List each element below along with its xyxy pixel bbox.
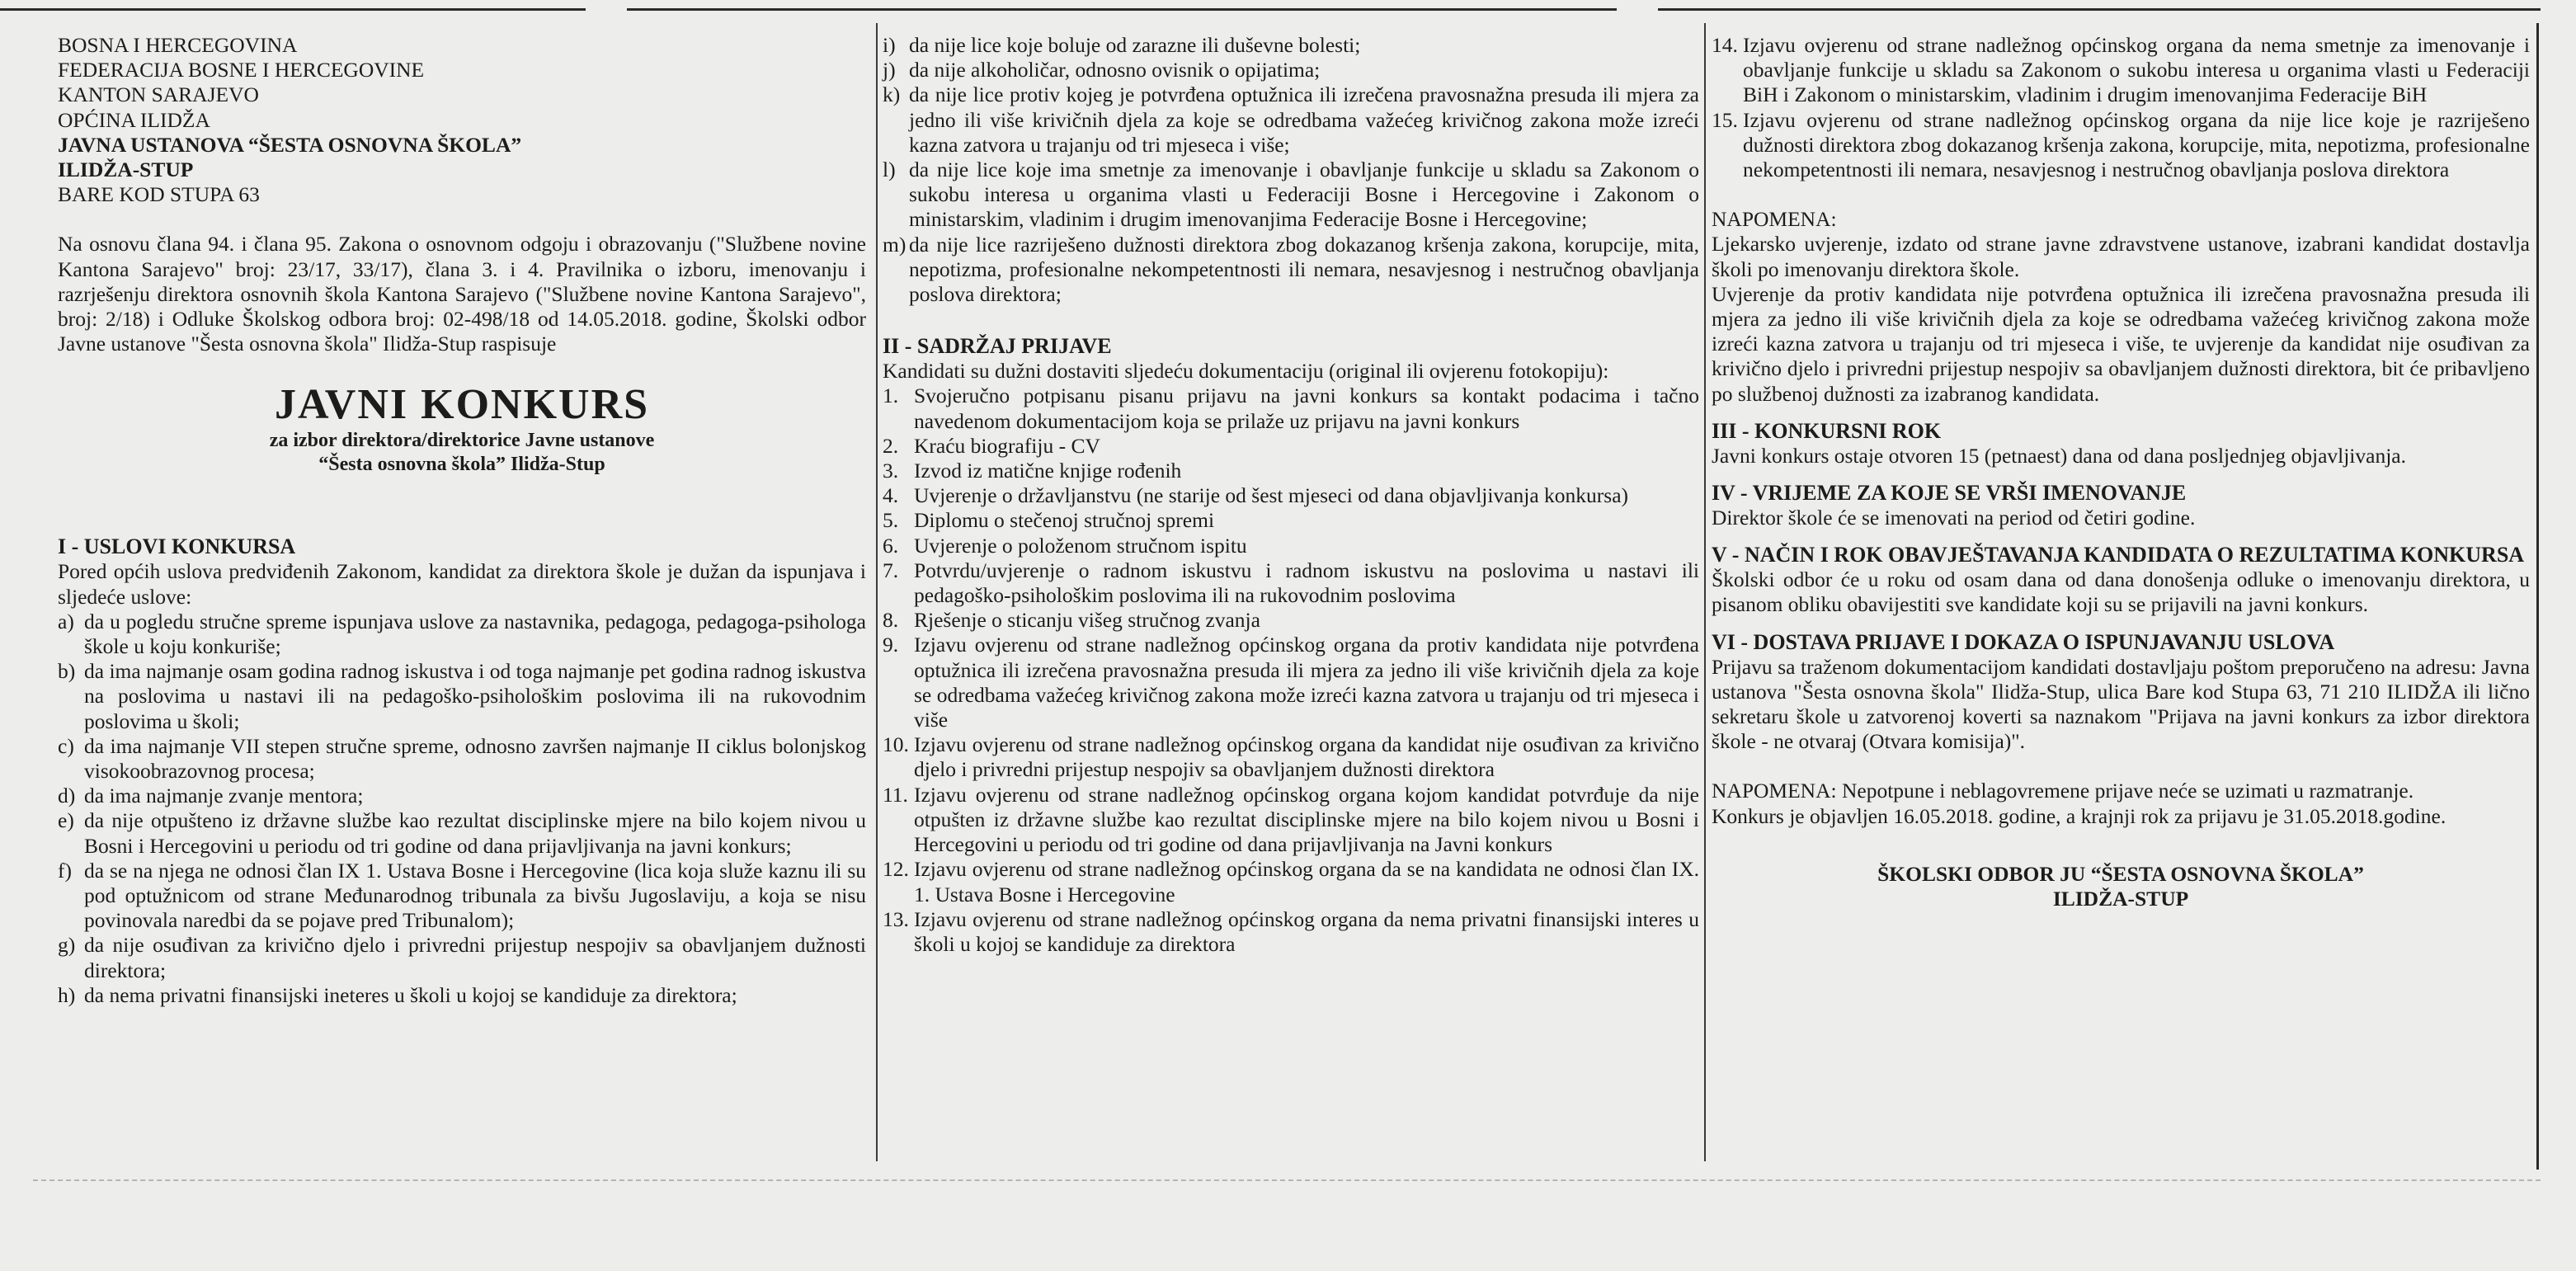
item-label: 13. — [883, 906, 909, 931]
item-label: b) — [58, 659, 76, 684]
intro-paragraph: Na osnovu člana 94. i člana 95. Zakona o osnovnom odgoju i obrazovanju ("Službene novine Kantona Sarajevo" broj: 23/17, 33/17), člana 3. i 4. Pravilnika o izboru, imenovanju i razrješenju direktora osnovnih škola Kantona Sarajevo ("Službene novine Kantona Sarajevo", broj: 2/18) i Odluke Školskog odbora broj: 02-498/18 od 14.05.2018. godine, Školski odbor Javne ustanove "Šesta osnovna škola" Ilidža-Stup raspisuje — [58, 232, 866, 356]
list-item — [1712, 108, 2530, 183]
list-item — [883, 608, 1699, 633]
list-item — [883, 783, 1699, 858]
signature-block — [1712, 862, 2530, 911]
header-line: KANTON SARAJEVO — [58, 82, 259, 107]
item-label: c) — [58, 733, 74, 758]
list-item — [883, 508, 1699, 533]
list-item — [1712, 33, 2530, 108]
publication-dates: Konkurs je objavljen 16.05.2018. godine, a krajnji rok za prijavu je 31.05.2018.godine. — [1712, 803, 2446, 828]
final-note: NAPOMENA: Nepotpune i neblagovremene prijave neće se uzimati u razmatranje. — [1712, 779, 2414, 803]
conditions-list — [58, 610, 866, 1008]
header-line-bold: ILIDŽA-STUP — [58, 158, 194, 182]
right-border — [2536, 23, 2539, 1170]
institution-header — [58, 33, 866, 207]
section-heading: VI - DOSTAVA PRIJAVE I DOKAZA O ISPUNJAVANJU USLOVA — [1712, 629, 2335, 654]
item-text: da nije lice razriješeno dužnosti direktora zbog dokazanog kršenja zakona, korupcije, mita, nepotizma, profesionalne nekompetentnosti ili nemara, nesavjesnog i nestručnog obavljanja poslova direktora; — [909, 232, 1699, 307]
item-label: g) — [58, 933, 76, 958]
item-text: da ima najmanje zvanje mentora; — [84, 784, 364, 808]
section-text: Prijavu sa traženom dokumentacijom kandidati dostavljaju poštom preporučeno na adresu: Javna ustanova "Šesta osnovna škola" Ilidža-Stup, ulica Bare kod Stupa 63, 71 210 ILIDŽA ili lično sekretaru škole u zatvorenoj koverti sa naznakom "Prijava na javni konkurs za izbor direktora škole - ne otvaraj (Otvara komisija)". — [1712, 654, 2530, 754]
section-heading: III - KONKURSNI ROK — [1712, 418, 1942, 443]
note-paragraph: Ljekarsko uvjerenje, izdato od strane javne zdravstvene ustanove, izabrani kandidat dostavlja školi po imenovanju direktora škole. — [1712, 232, 2530, 281]
list-item — [883, 857, 1699, 906]
item-text: Izvod iz matične knjige rođenih — [914, 459, 1182, 483]
item-label: m) — [883, 232, 907, 257]
document-subtitle — [58, 429, 866, 477]
item-text: Rješenje o sticanju višeg stručnog zvanja — [914, 608, 1260, 633]
list-item — [58, 734, 866, 784]
item-label: 10. — [883, 732, 909, 757]
item-label: 8. — [883, 608, 899, 633]
item-label: 5. — [883, 508, 899, 533]
column-2 — [883, 33, 1699, 1160]
section-lead: Pored općih uslova predviđenih Zakonom, kandidat za direktora škole je dužan da ispunjava i sljedeće uslove: — [58, 559, 866, 609]
item-label: 9. — [883, 633, 899, 657]
item-label: 2. — [883, 433, 899, 458]
item-text: Diplomu o stečenoj stručnoj spremi — [914, 508, 1215, 533]
item-text: da nije lice koje ima smetnje za imenovanje i obavljanje funkcije u skladu sa Zakonom o sukobu interesa u organima vlasti u Federaciji Bosne i Hercegovine i Zakonom o ministarskim, vladinim i drugim imenovanjima Federacije Bosne i Hercegovine; — [909, 158, 1699, 232]
item-text: da ima najmanje VII stepen stručne spreme, odnosno završen najmanje II ciklus bolonjskog visokoobrazovnog procesa; — [84, 733, 866, 784]
section-text: Školski odbor će u roku od osam dana od dana donošenja odluke o imenovanju direktora, u pisanom obliku obavijestiti sve kandidate koji su se prijavili na javni konkurs. — [1712, 567, 2530, 617]
item-text: Izjavu ovjerenu od strane nadležnog općinskog organa da se na kandidata ne odnosi član IX. 1. Ustava Bosne i Hercegovine — [914, 857, 1699, 906]
header-address: BARE KOD STUPA 63 — [58, 182, 260, 207]
header-line: BOSNA I HERCEGOVINA — [58, 33, 298, 57]
list-item — [883, 233, 1699, 308]
item-label: l) — [883, 158, 896, 182]
conditions-list-continued — [883, 33, 1699, 307]
item-text: Potvrdu/uvjerenje o radnom iskustvu i radnom iskustvu na poslovima u nastavi ili pedagoško-psihološkim poslovima ili na rukovodnim poslovima — [914, 558, 1699, 608]
item-text: Izjavu ovjerenu od strane nadležnog općinskog organa da nema smetnje za imenovanje i obavljanje funkcije u skladu sa Zakonom o sukobu interesa u organima vlasti u Federaciji BiH i Zakonom o ministarskim, vladinim i drugim imenovanjima Federacije BiH — [1743, 33, 2530, 107]
item-text: Uvjerenje o državljanstvu (ne starije od šest mjeseci od dana objavljivanja konkursa) — [914, 483, 1629, 508]
item-label: a) — [58, 609, 74, 633]
item-text: da nije lice koje boluje od zarazne ili duševne bolesti; — [909, 33, 1361, 57]
column-3 — [1712, 33, 2530, 1160]
item-text: da nije alkoholičar, odnosno ovisnik o opijatima; — [909, 58, 1321, 82]
list-item — [58, 808, 866, 858]
list-item — [58, 933, 866, 982]
documents-list-continued — [1712, 33, 2530, 182]
item-label: 11. — [883, 782, 908, 807]
column-divider — [876, 23, 878, 1161]
header-line: FEDERACIJA BOSNE I HERCEGOVINE — [58, 58, 425, 82]
item-label: 15. — [1712, 107, 1738, 132]
column-1 — [58, 33, 866, 1160]
header-line: OPĆINA ILIDŽA — [58, 107, 210, 132]
item-label: h) — [58, 982, 76, 1007]
list-item — [883, 534, 1699, 558]
item-text: Izjavu ovjerenu od strane nadležnog općinskog organa da protiv kandidata nije potvrđena optužnica ili izrečena pravosnažna presuda ili mjera za jedno ili više krivičnih djela za koje se odredbama važećeg krivičnog zakona može izreći kazna zatvora u trajanju od tri mjeseca i više — [914, 633, 1699, 732]
header-line-bold: JAVNA USTANOVA “ŠESTA OSNOVNA ŠKOLA” — [58, 132, 522, 157]
list-item — [883, 58, 1699, 82]
list-item — [883, 384, 1699, 433]
top-border-segment — [1658, 0, 2541, 11]
documents-list — [883, 384, 1699, 957]
list-item — [58, 610, 866, 659]
list-item — [883, 633, 1699, 732]
list-item — [883, 459, 1699, 483]
signature-line: ŠKOLSKI ODBOR JU “ŠESTA OSNOVNA ŠKOLA” — [1877, 861, 2364, 886]
item-label: k) — [883, 82, 901, 107]
item-label: 3. — [883, 459, 899, 483]
list-item — [58, 983, 866, 1008]
item-text: Svojeručno potpisanu pisanu prijavu na javni konkurs sa kontakt podacima i tačno navedenom dokumentacijom koja se prilaže uz prijavu na javni konkurs — [914, 384, 1699, 433]
item-text: da nije otpušteno iz državne službe kao rezultat disciplinske mjere na bilo kojem nivou u Bosni i Hercegovini u periodu od tri godine od dana prijavljivanja na javni konkurs; — [84, 808, 866, 858]
item-label: 12. — [883, 857, 909, 882]
section-text: Direktor škole će se imenovati na period od četiri godine. — [1712, 506, 2196, 530]
item-label: 14. — [1712, 33, 1738, 57]
list-item — [58, 659, 866, 734]
section-heading: I - USLOVI KONKURSA — [58, 534, 296, 559]
signature-line: ILIDŽA-STUP — [2052, 886, 2189, 911]
item-label: 6. — [883, 533, 899, 558]
list-item — [883, 732, 1699, 782]
list-item — [883, 558, 1699, 608]
item-text: Kraću biografiju - CV — [914, 433, 1100, 458]
item-label: 1. — [883, 384, 899, 408]
item-text: Izjavu ovjerenu od strane nadležnog općinskog organa da nije lice koje je razriješeno dužnosti direktora zbog dokazanog kršenja zakona, korupcije, mita, nepotizma, profesionalne nekompetentnosti ili nemara, nesavjesnog i nestručnog obavljanja poslova direktora — [1743, 107, 2530, 182]
list-item — [883, 82, 1699, 158]
item-text: da se na njega ne odnosi član IX 1. Ustava Bosne i Hercegovine (lica koja služe kaznu ili su pod optužnicom od strane Međunarodnog tribunala za bivšu Jugoslaviju, a koja se nisu povinovala naredbi da se pojave pred Tribunalom); — [84, 858, 866, 933]
section-heading: IV - VRIJEME ZA KOJE SE VRŠI IMENOVANJE — [1712, 481, 2187, 506]
item-text: da ima najmanje osam godina radnog iskustva i od toga najmanje pet godina radnog iskustva na poslovima u nastavi ili na pedagoško-psihološkim poslovima ili na rukovodnim poslovima u školi; — [84, 659, 866, 733]
item-label: 7. — [883, 558, 899, 582]
column-divider — [1704, 23, 1706, 1161]
item-text: Uvjerenje o položenom stručnom ispitu — [914, 533, 1247, 558]
item-text: da nije lice protiv kojeg je potvrđena optužnica ili izrečena pravosnažna presuda ili mjera za jedno ili više krivičnih djela za koje se odredbama važećeg krivičnog zakona može izreći kazna zatvora u trajanju od tri mjeseca i više; — [909, 82, 1699, 157]
top-border-segment — [627, 0, 1617, 11]
list-item — [58, 859, 866, 934]
top-border — [0, 0, 2576, 12]
document-title: JAVNI KONKURS — [274, 381, 650, 429]
item-text: da nema privatni finansijski ineteres u školi u kojoj se kandiduje za direktora; — [84, 982, 737, 1007]
item-label: e) — [58, 808, 74, 833]
item-label: f) — [58, 858, 72, 883]
item-text: da nije osuđivan za krivično djelo i privredni prijestup nespojiv sa obavljanjem dužnosti direktora; — [84, 933, 866, 982]
item-label: j) — [883, 58, 896, 82]
list-item — [58, 784, 866, 808]
list-item — [883, 483, 1699, 508]
item-label: i) — [883, 33, 896, 57]
item-text: Izjavu ovjerenu od strane nadležnog općinskog organa da kandidat nije osuđivan za krivično djelo i privredni prijestup nespojiv sa obavljanjem dužnosti direktora — [914, 732, 1699, 782]
list-item — [883, 158, 1699, 233]
section-text: Javni konkurs ostaje otvoren 15 (petnaest) dana od dana posljednjeg objavljivanja. — [1712, 443, 2406, 468]
item-text: da u pogledu stručne spreme ispunjava uslove za nastavnika, pedagoga, pedagoga-psihologa škole u koju konkuriše; — [84, 609, 866, 659]
section-heading: II - SADRŽAJ PRIJAVE — [883, 334, 1112, 359]
item-text: Izjavu ovjerenu od strane nadležnog općinskog organa da nema privatni finansijski interes u školi u kojoj se kandiduje za direktora — [914, 906, 1699, 956]
list-item — [883, 907, 1699, 957]
list-item — [883, 33, 1699, 58]
list-item — [883, 434, 1699, 459]
subtitle-line: “Šesta osnovna škola” Ilidža-Stup — [318, 454, 605, 476]
section-heading: V - NAČIN I ROK OBAVJEŠTAVANJA KANDIDATA O REZULTATIMA KONKURSA — [1712, 543, 2525, 567]
bottom-dashed-line — [33, 1179, 2541, 1181]
note-heading: NAPOMENA: — [1712, 207, 1837, 232]
item-label: d) — [58, 784, 76, 808]
note-paragraph: Uvjerenje da protiv kandidata nije potvrđena optužnica ili izrečena pravosnažna presuda ili mjera za jedno ili više krivičnih djela za koje se odredbama važećeg krivičnog zakona može izreći kazna zatvora u trajanju od tri mjeseca i više, te uvjerenje da kandidat nije osuđivan za krivično djelo i privredni prijestup nespojiv sa obavljanjem dužnosti direktora, bit će pribavljeno po službenoj dužnosti za izabranog kandidata. — [1712, 281, 2530, 406]
item-label: 4. — [883, 483, 899, 508]
item-text: Izjavu ovjerenu od strane nadležnog općinskog organa kojom kandidat potvrđuje da nije otpušten iz državne službe kao rezultat disciplinske mjere na bilo kojem nivou u Bosni i Hercegovini u periodu od tri godine od dana prijavljivanja na Javni konkurs — [914, 782, 1699, 857]
subtitle-line: za izbor direktora/direktorice Javne ustanove — [269, 430, 655, 452]
section-lead: Kandidati su dužni dostaviti sljedeću dokumentaciju (original ili ovjerenu fotokopiju): — [883, 359, 1609, 384]
top-border-segment — [0, 0, 586, 11]
